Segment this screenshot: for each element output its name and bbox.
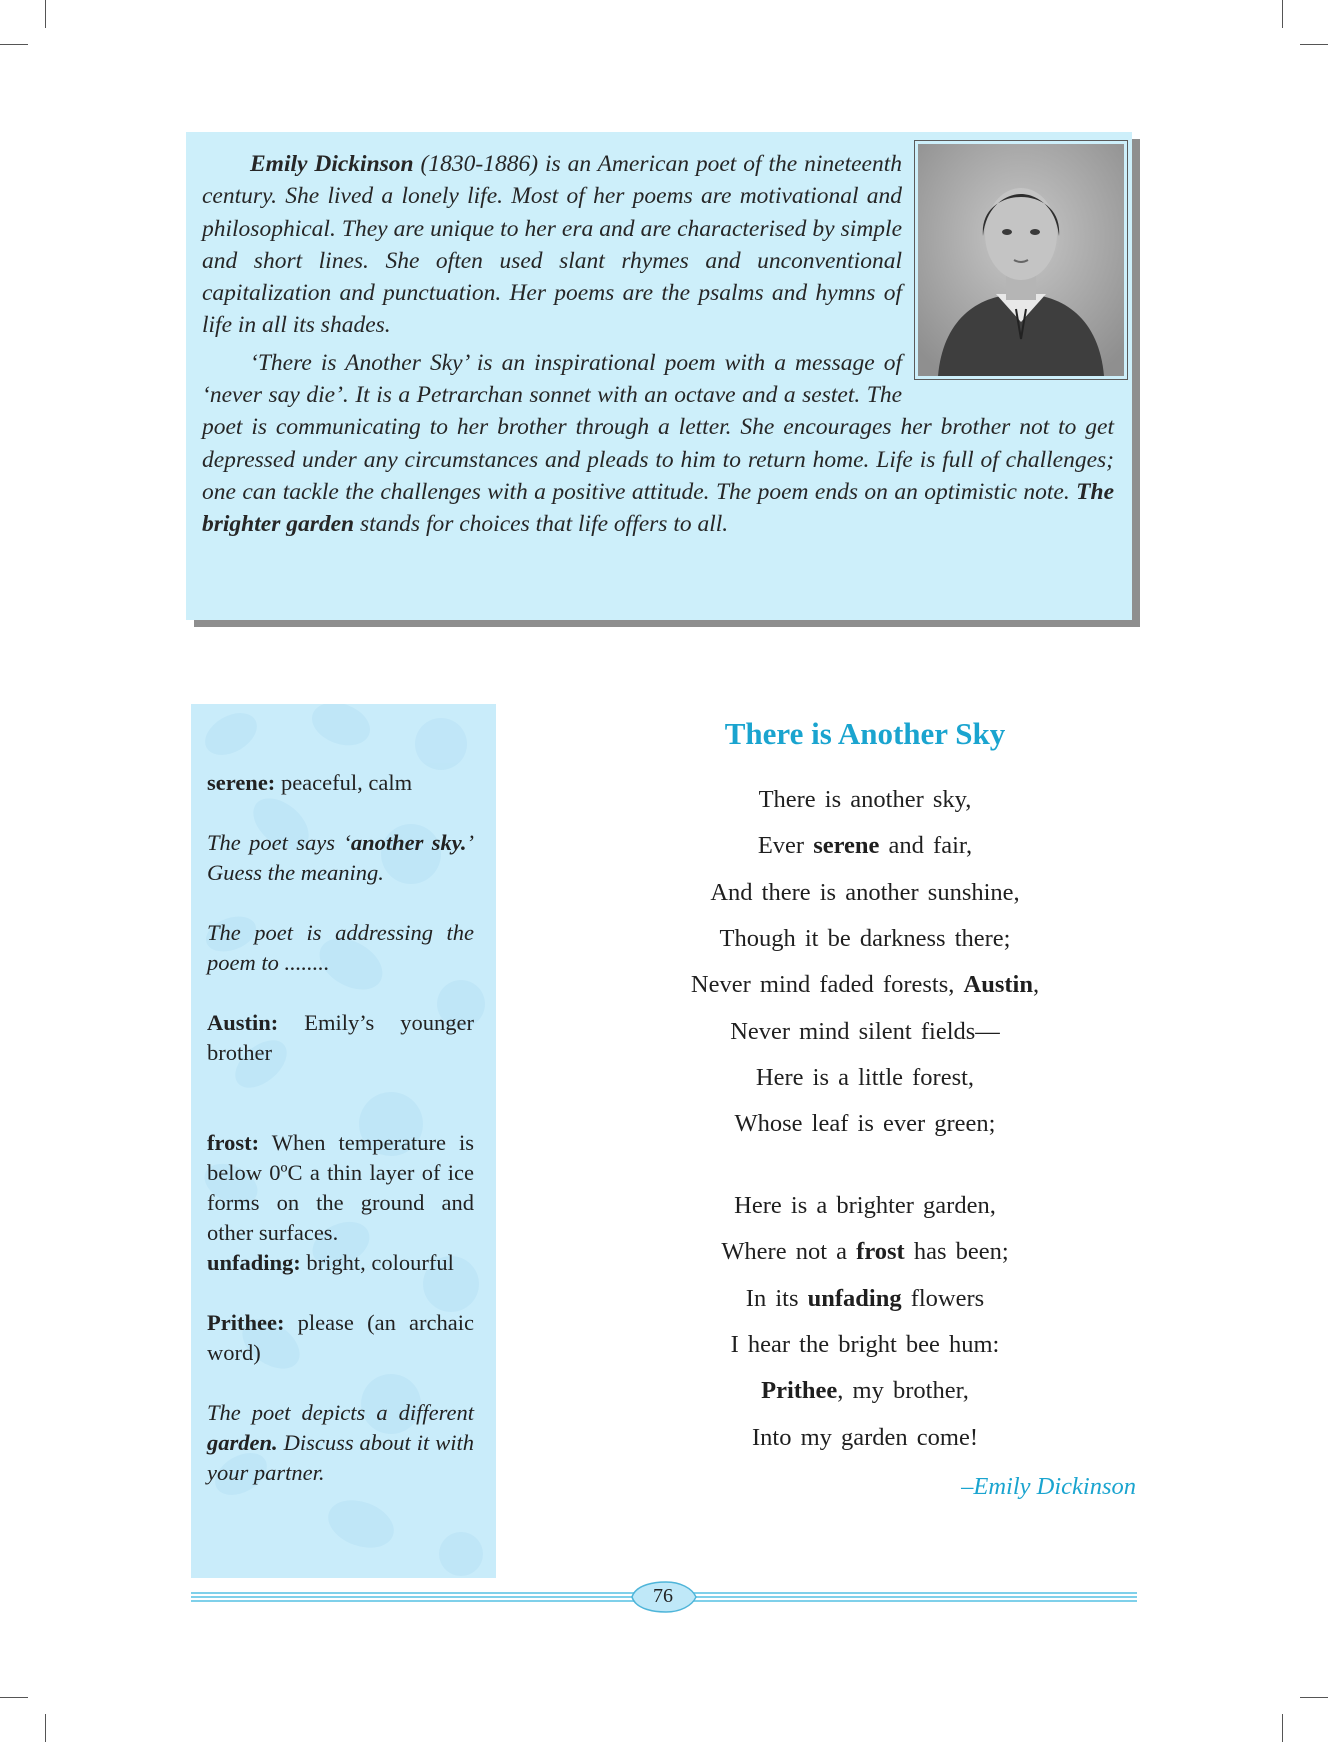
- poet-name: Emily Dickinson: [250, 151, 414, 177]
- poem-line: Into my garden come!: [751, 1424, 979, 1451]
- poem-line: Though it be darkness there;: [719, 925, 1011, 952]
- poem-text: has been;: [904, 1238, 1009, 1265]
- q1-text-a: The poet says ‘: [207, 830, 351, 855]
- crop-mark: [0, 1697, 28, 1698]
- def-unfading: bright, colourful: [300, 1250, 454, 1275]
- poem-line: Here is a brighter garden,: [734, 1192, 996, 1219]
- term-serene: serene:: [207, 770, 276, 795]
- q3-text-b: Discuss about it with your partner.: [207, 1430, 474, 1485]
- poem-line: [600, 971, 1130, 999]
- poet-portrait: [914, 140, 1130, 378]
- question-another-sky: [207, 828, 474, 888]
- q3-text-a: The poet depicts a different: [207, 1400, 474, 1425]
- intro-p2-text: ‘There is Another Sky’ is an inspirational poem with a message of ‘never say die’. It is a Petrarchan sonnet with an octave and a sestet. The poet is communicating to her brother through a letter. She encourages her brother not to get depressed under any circumstances and pleads to him to return home. Life is full of challenges; one can tackle the challenges with a positive attitude. The poem ends on an optimistic note.: [202, 349, 1114, 505]
- q3-bold: garden.: [207, 1430, 278, 1455]
- poem-line: I hear the bright bee hum:: [730, 1331, 1000, 1358]
- poem-text: flowers: [901, 1285, 985, 1312]
- poem-keyword: unfading: [807, 1285, 902, 1312]
- crop-mark: [0, 44, 28, 45]
- poem-line: There is another sky,: [758, 786, 972, 813]
- poem-line: [600, 832, 1130, 860]
- intro-p1-text: (1830-1886) is an American poet of the nineteenth century. She lived a lonely life. Most of her poems are motivational and philosophical. They are unique to her era and are characterised by simple and short lines. She often used slant rhymes and unconventional capitalization and punctuation. Her poems are the psalms and hymns of life in all its shades.: [202, 151, 902, 339]
- glossary-serene: [207, 768, 474, 798]
- def-prithee: please (an archaic word): [207, 1310, 474, 1365]
- def-frost: When temperature is below 0ºC a thin layer of ice forms on the ground and other surfaces.: [207, 1130, 474, 1245]
- poem-keyword: serene: [813, 832, 880, 859]
- crop-mark: [1282, 1714, 1283, 1742]
- page-number: 76: [653, 1585, 673, 1607]
- glossary-frost: [207, 1128, 474, 1248]
- poem-keyword: frost: [856, 1238, 905, 1265]
- term-austin: Austin:: [207, 1010, 279, 1035]
- poet-intro-text: [202, 148, 1114, 546]
- poem-line: And there is another sunshine,: [710, 879, 1020, 906]
- intro-p2-bold: The brighter garden: [202, 478, 1114, 538]
- term-unfading: unfading:: [207, 1250, 301, 1275]
- poem-author: –Emily Dickinson: [961, 1473, 1136, 1500]
- poem-line: Here is a little forest,: [755, 1064, 975, 1091]
- poem-line: Never mind silent fields—: [730, 1018, 1000, 1045]
- poem-text: , my brother,: [837, 1377, 969, 1404]
- q1-text-b: ’ Guess the meaning.: [207, 830, 474, 885]
- poem-text: ,: [1032, 971, 1040, 998]
- glossary-prithee: [207, 1308, 474, 1368]
- poem-keyword: Prithee: [761, 1377, 838, 1404]
- glossary-sidebar: [191, 704, 496, 1578]
- crop-mark: [1300, 1697, 1328, 1698]
- poem-line: [600, 1285, 1130, 1313]
- question-garden: [207, 1398, 474, 1488]
- poet-intro-box: [186, 132, 1132, 620]
- poem-line: [600, 1377, 1130, 1405]
- crop-mark: [45, 1714, 46, 1742]
- term-frost: frost:: [207, 1130, 260, 1155]
- question-addressing: The poet is addressing the poem to ........: [207, 920, 474, 975]
- term-prithee: Prithee:: [207, 1310, 285, 1335]
- def-serene: peaceful, calm: [275, 770, 413, 795]
- poem-title: There is Another Sky: [724, 716, 1006, 751]
- poem-text: and fair,: [879, 832, 973, 859]
- poem-text: Ever: [757, 832, 814, 859]
- intro-p2-end: stands for choices that life offers to all.: [354, 511, 729, 538]
- q1-bold: another sky.: [350, 830, 467, 855]
- glossary-unfading: [207, 1248, 474, 1278]
- crop-mark: [1282, 0, 1283, 28]
- poem-line: Whose leaf is ever green;: [734, 1110, 996, 1137]
- poem-line: [600, 1238, 1130, 1266]
- portrait-image: [918, 144, 1124, 376]
- def-austin: Emily’s younger brother: [207, 1010, 474, 1065]
- poem-text: In its: [745, 1285, 808, 1312]
- crop-mark: [45, 0, 46, 28]
- glossary-austin: [207, 1008, 474, 1068]
- poem-keyword: Austin: [963, 971, 1033, 998]
- poem-text: Never mind faded forests,: [690, 971, 964, 998]
- poem-text: Where not a: [721, 1238, 857, 1265]
- crop-mark: [1300, 44, 1328, 45]
